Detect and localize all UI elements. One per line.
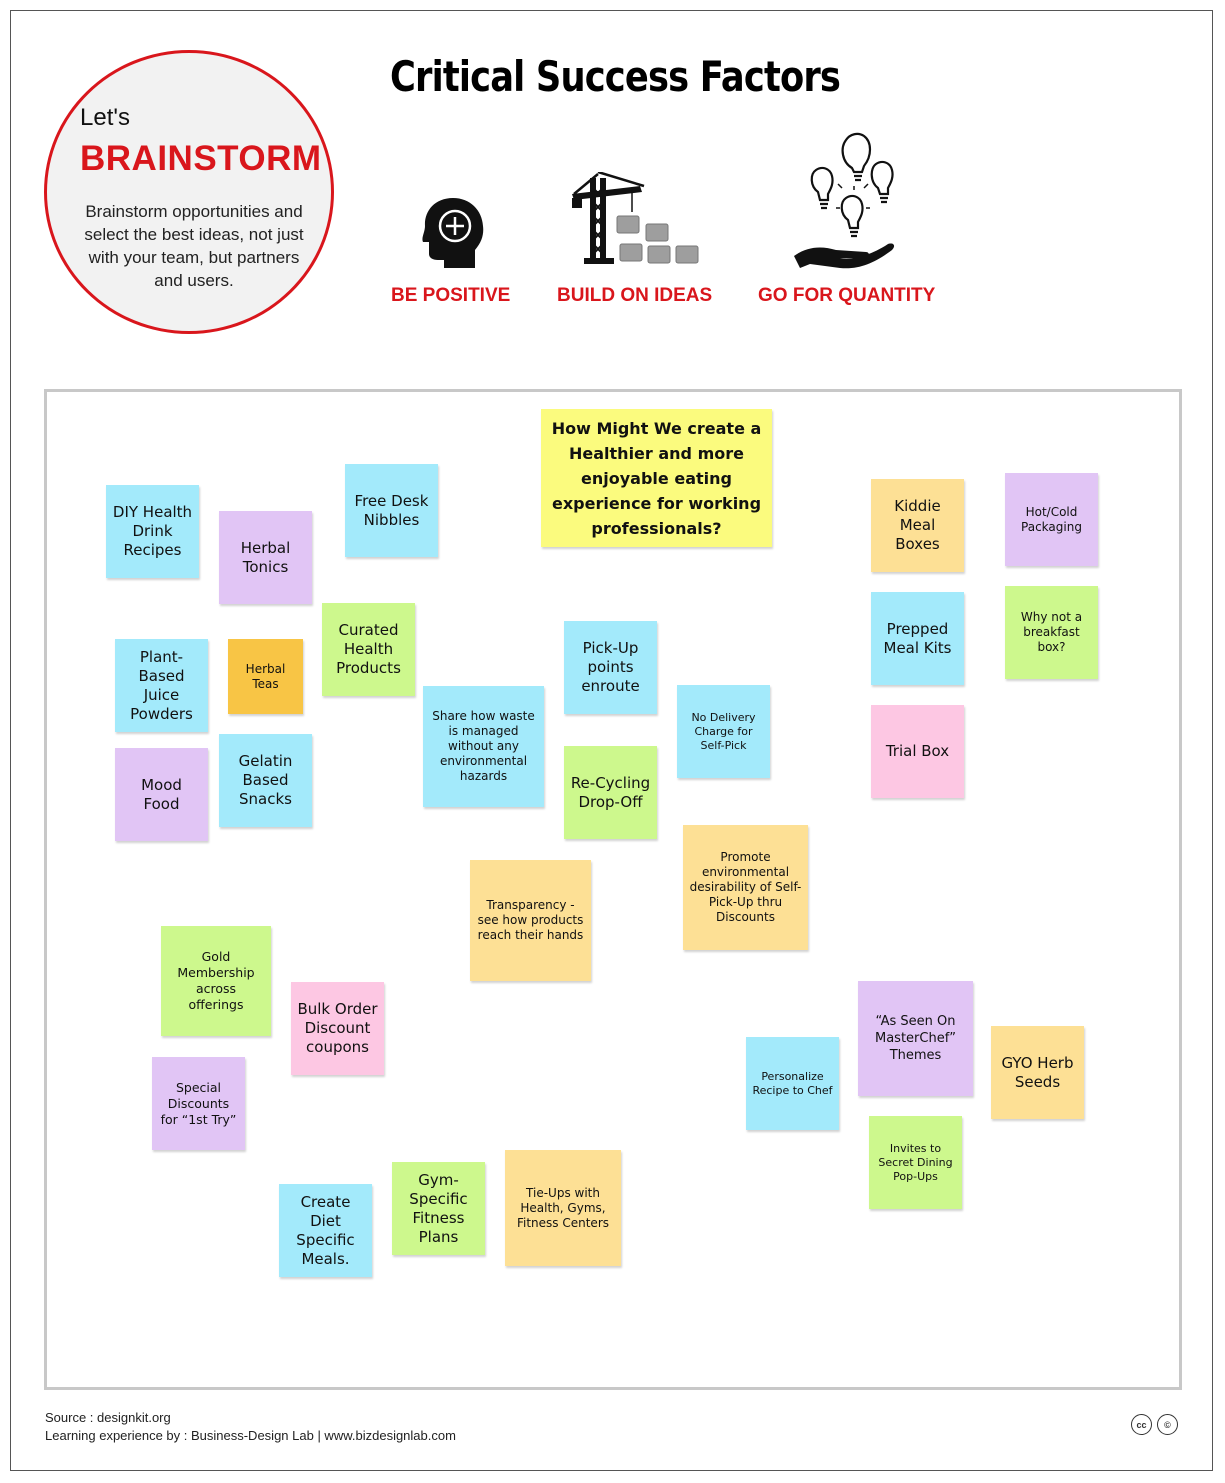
sticky-note-text: Personalize Recipe to Chef bbox=[752, 1069, 833, 1097]
sticky-note-text: Invites to Secret Dining Pop-Ups bbox=[878, 1141, 953, 1183]
footer-source: Source : designkit.org bbox=[45, 1410, 171, 1425]
sticky-note[interactable] bbox=[228, 639, 303, 714]
hmw-question-note[interactable] bbox=[541, 409, 772, 547]
sticky-note-text: Special Discounts for “1st Try” bbox=[160, 1079, 237, 1127]
sticky-note[interactable] bbox=[677, 685, 770, 778]
sticky-note[interactable] bbox=[1005, 473, 1098, 566]
sticky-note-text: Share how waste is managed without any environmental hazards bbox=[432, 709, 535, 783]
footer-credit: Learning experience by : Business-Design Lab | www.bizdesignlab.com bbox=[45, 1428, 456, 1443]
sticky-note[interactable] bbox=[470, 860, 591, 981]
creative-commons-icon: cc bbox=[1131, 1414, 1152, 1435]
sticky-note[interactable] bbox=[991, 1026, 1084, 1119]
sticky-note[interactable] bbox=[505, 1150, 621, 1266]
factor-label-quantity: GO FOR QUANTITY bbox=[758, 285, 936, 306]
page-title: Critical Success Factors bbox=[390, 52, 841, 101]
sticky-note[interactable] bbox=[746, 1037, 839, 1130]
attribution-icon: © bbox=[1157, 1414, 1178, 1435]
brainstorm-description: Brainstorm opportunities and select the best ideas, not just with your team, but partners and users. bbox=[84, 202, 304, 290]
sticky-note[interactable] bbox=[279, 1184, 372, 1277]
sticky-note[interactable] bbox=[871, 705, 964, 798]
sticky-note-text: Tie-Ups with Health, Gyms, Fitness Centers bbox=[516, 1185, 609, 1230]
sticky-note[interactable] bbox=[152, 1057, 245, 1150]
sticky-note[interactable] bbox=[219, 734, 312, 827]
sticky-note[interactable] bbox=[106, 485, 199, 578]
crane-blocks-icon bbox=[570, 172, 705, 266]
sticky-note[interactable] bbox=[871, 479, 964, 572]
sticky-note-text: Free Desk Nibbles bbox=[354, 491, 429, 529]
sticky-note[interactable] bbox=[115, 639, 208, 732]
sticky-note-text: “As Seen On MasterChef” Themes bbox=[874, 1014, 957, 1063]
sticky-note[interactable] bbox=[871, 592, 964, 685]
sticky-note-text: Trial Box bbox=[885, 742, 950, 760]
sticky-note-text: GYO Herb Seeds bbox=[1001, 1053, 1074, 1091]
sticky-note-text: Prepped Meal Kits bbox=[883, 619, 952, 657]
sticky-note[interactable] bbox=[683, 825, 808, 950]
sticky-note-text: Transparency - see how products reach their hands bbox=[477, 898, 584, 942]
sticky-note-text: Promote environmental desirability of Self-Pick-Up thru Discounts bbox=[689, 850, 802, 924]
sticky-note[interactable] bbox=[115, 748, 208, 841]
sticky-note-text: Re-Cycling Drop-Off bbox=[570, 773, 651, 811]
hand-lightbulbs-icon bbox=[792, 128, 898, 270]
sticky-note-text: No Delivery Charge for Self-Pick bbox=[691, 710, 756, 752]
sticky-note[interactable] bbox=[423, 686, 544, 807]
sticky-note-text: Herbal Tonics bbox=[240, 538, 291, 576]
sticky-note[interactable] bbox=[345, 464, 438, 557]
sticky-note-text: Create Diet Specific Meals. bbox=[296, 1192, 355, 1268]
sticky-note[interactable] bbox=[564, 746, 657, 839]
sticky-note-text: Hot/Cold Packaging bbox=[1021, 504, 1082, 534]
sticky-note-text: Gelatin Based Snacks bbox=[238, 752, 293, 808]
sticky-note-text: Mood Food bbox=[141, 775, 182, 813]
sticky-note-text: Herbal Teas bbox=[245, 661, 286, 691]
sticky-note-text: Plant-Based Juice Powders bbox=[130, 647, 193, 723]
sticky-note-text: Gold Membership across offerings bbox=[177, 949, 255, 1012]
sticky-note[interactable] bbox=[1005, 586, 1098, 679]
sticky-note-text: Gym-Specific Fitness Plans bbox=[409, 1170, 468, 1246]
sticky-note[interactable] bbox=[161, 926, 271, 1036]
factor-label-build: BUILD ON IDEAS bbox=[557, 285, 713, 306]
sticky-note[interactable] bbox=[219, 511, 312, 604]
sticky-note[interactable] bbox=[564, 621, 657, 714]
sticky-note[interactable] bbox=[322, 603, 415, 696]
sticky-note[interactable] bbox=[858, 981, 973, 1096]
sticky-note[interactable] bbox=[869, 1116, 962, 1209]
sticky-note-text: Curated Health Products bbox=[336, 621, 401, 677]
sticky-note[interactable] bbox=[392, 1162, 485, 1255]
hmw-question-text: How Might We create a Healthier and more enjoyable eating experience for working professionals? bbox=[551, 418, 762, 538]
sticky-note-text: Pick-Up points enroute bbox=[581, 639, 640, 695]
sticky-note-text: DIY Health Drink Recipes bbox=[112, 503, 193, 559]
lets-label: Let's bbox=[80, 104, 130, 131]
factor-label-positive: BE POSITIVE bbox=[391, 285, 511, 306]
sticky-note-text: Kiddie Meal Boxes bbox=[894, 497, 941, 553]
sticky-note-text: Why not a breakfast box? bbox=[1020, 610, 1083, 654]
sticky-note[interactable] bbox=[291, 982, 384, 1075]
brainstorm-heading: BRAINSTORM bbox=[80, 139, 322, 178]
positive-head-icon bbox=[420, 196, 486, 270]
sticky-note-text: Bulk Order Discount coupons bbox=[297, 1000, 378, 1056]
